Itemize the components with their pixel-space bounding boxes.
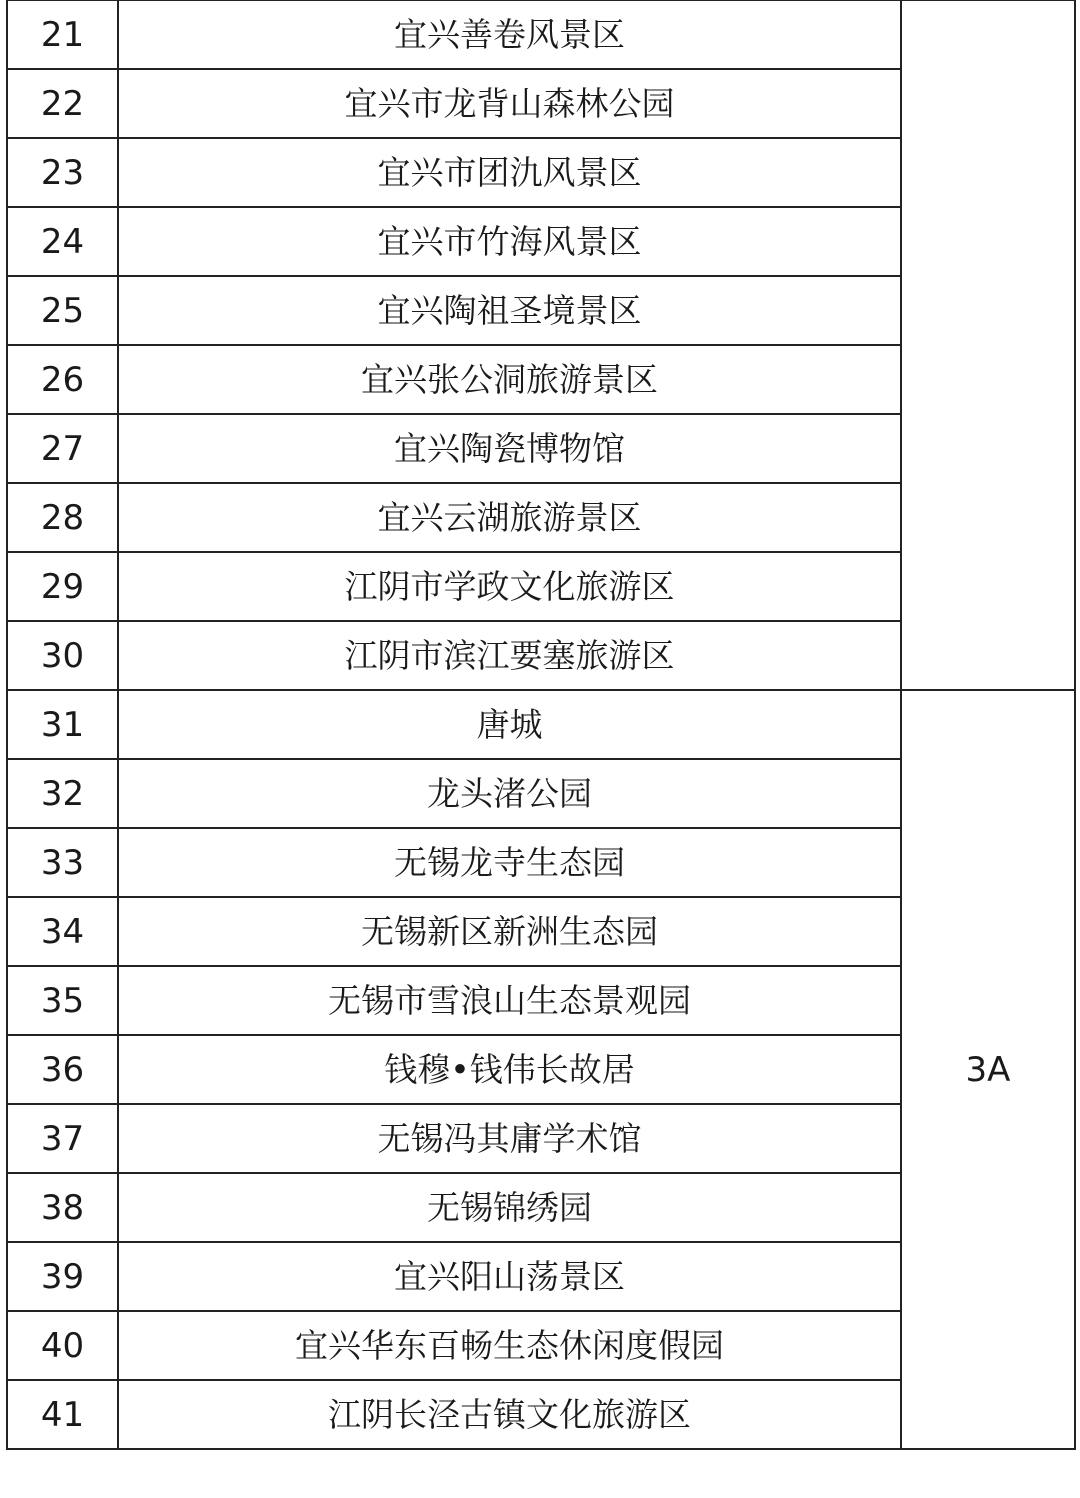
row-number: 31 xyxy=(7,690,118,759)
scenic-area-name: 唐城 xyxy=(118,690,901,759)
scenic-area-table xyxy=(6,0,1076,1450)
scenic-area-name: 宜兴市竹海风景区 xyxy=(118,207,901,276)
scenic-area-name: 宜兴陶瓷博物馆 xyxy=(118,414,901,483)
scenic-area-name: 无锡新区新洲生态园 xyxy=(118,897,901,966)
row-number: 26 xyxy=(7,345,118,414)
scenic-area-name: 宜兴张公洞旅游景区 xyxy=(118,345,901,414)
row-number: 24 xyxy=(7,207,118,276)
rating-level-cell xyxy=(901,1,1075,691)
scenic-area-name: 无锡冯其庸学术馆 xyxy=(118,1104,901,1173)
row-number: 37 xyxy=(7,1104,118,1173)
scenic-area-name: 江阴市滨江要塞旅游区 xyxy=(118,621,901,690)
row-number: 41 xyxy=(7,1380,118,1449)
row-number: 23 xyxy=(7,138,118,207)
scenic-area-name: 无锡市雪浪山生态景观园 xyxy=(118,966,901,1035)
row-number: 34 xyxy=(7,897,118,966)
row-number: 21 xyxy=(7,1,118,70)
scenic-area-name: 钱穆•钱伟长故居 xyxy=(118,1035,901,1104)
scenic-area-name: 宜兴市龙背山森林公园 xyxy=(118,69,901,138)
scenic-area-name: 无锡锦绣园 xyxy=(118,1173,901,1242)
row-number: 25 xyxy=(7,276,118,345)
row-number: 33 xyxy=(7,828,118,897)
table-row xyxy=(7,690,1075,759)
scenic-area-name: 宜兴华东百畅生态休闲度假园 xyxy=(118,1311,901,1380)
scenic-area-name: 宜兴善卷风景区 xyxy=(118,1,901,70)
table-row xyxy=(7,1,1075,70)
scenic-area-name: 江阴长泾古镇文化旅游区 xyxy=(118,1380,901,1449)
row-number: 22 xyxy=(7,69,118,138)
scenic-area-name: 宜兴云湖旅游景区 xyxy=(118,483,901,552)
row-number: 36 xyxy=(7,1035,118,1104)
row-number: 38 xyxy=(7,1173,118,1242)
scenic-area-name: 宜兴市团氿风景区 xyxy=(118,138,901,207)
scenic-area-name: 龙头渚公园 xyxy=(118,759,901,828)
table-body xyxy=(7,1,1075,1450)
row-number: 40 xyxy=(7,1311,118,1380)
row-number: 32 xyxy=(7,759,118,828)
row-number: 39 xyxy=(7,1242,118,1311)
row-number: 27 xyxy=(7,414,118,483)
scenic-area-name: 无锡龙寺生态园 xyxy=(118,828,901,897)
scenic-area-name: 江阴市学政文化旅游区 xyxy=(118,552,901,621)
rating-level-cell: 3A xyxy=(901,690,1075,1449)
scenic-area-table-container xyxy=(6,0,1074,1450)
scenic-area-name: 宜兴阳山荡景区 xyxy=(118,1242,901,1311)
row-number: 29 xyxy=(7,552,118,621)
row-number: 28 xyxy=(7,483,118,552)
scenic-area-name: 宜兴陶祖圣境景区 xyxy=(118,276,901,345)
row-number: 30 xyxy=(7,621,118,690)
row-number: 35 xyxy=(7,966,118,1035)
